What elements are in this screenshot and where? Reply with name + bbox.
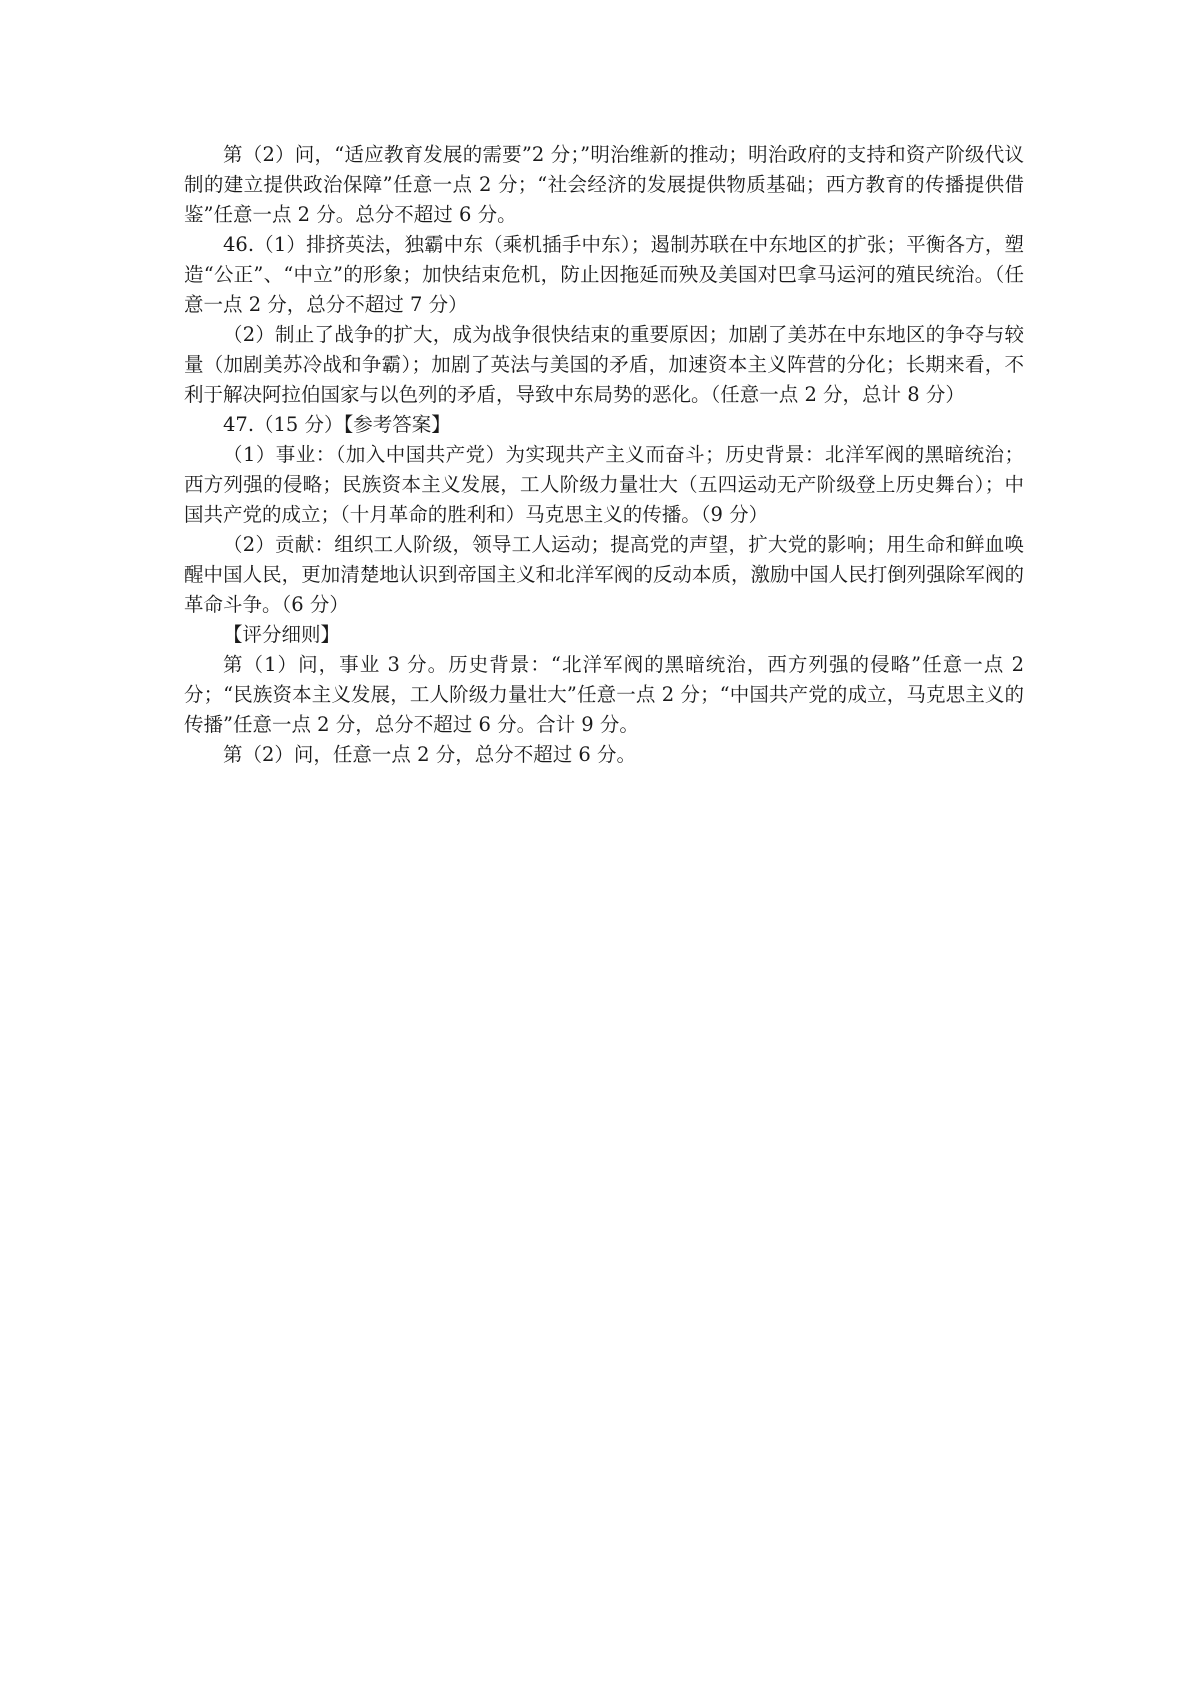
q45-part2-scoring-paragraph: 第（2）问，“适应教育发展的需要”2 分；”明治维新的推动；明治政府的支持和资产阶级代议制的建立提供政治保障”任意一点 2 分；“社会经济的发展提供物质基础；西方教育的传播提供借鉴”任意一点 2 分。总分不超过 6 分。 bbox=[184, 143, 1024, 226]
q47-part2-scoring-paragraph: 第（2）问，任意一点 2 分，总分不超过 6 分。 bbox=[223, 743, 637, 766]
answer-text-body bbox=[184, 140, 1024, 770]
q46-part1-answer-paragraph: 46.（1）排挤英法，独霸中东（乘机插手中东）；遏制苏联在中东地区的扩张；平衡各方，塑造“公正”、“中立”的形象；加快结束危机，防止因拖延而殃及美国对巴拿马运河的殖民统治。（任意一点 2 分，总分不超过 7 分） bbox=[184, 233, 1024, 316]
q47-part2-answer-paragraph: （2）贡献：组织工人阶级，领导工人运动；提高党的声望，扩大党的影响；用生命和鲜血唤醒中国人民，更加清楚地认识到帝国主义和北洋军阀的反动本质，激励中国人民打倒列强除军阀的革命斗争。（6 分） bbox=[184, 533, 1024, 616]
q47-part1-answer-paragraph: （1）事业：（加入中国共产党）为实现共产主义而奋斗；历史背景：北洋军阀的黑暗统治；西方列强的侵略；民族资本主义发展，工人阶级力量壮大（五四运动无产阶级登上历史舞台）；中国共产党的成立；（十月革命的胜利和）马克思主义的传播。（9 分） bbox=[184, 443, 1024, 526]
q47-heading: 47.（15 分）【参考答案】 bbox=[223, 413, 451, 436]
q46-part2-answer-paragraph: （2）制止了战争的扩大，成为战争很快结束的重要原因；加剧了美苏在中东地区的争夺与较量（加剧美苏冷战和争霸）；加剧了英法与美国的矛盾，加速资本主义阵营的分化；长期来看，不利于解决阿拉伯国家与以色列的矛盾，导致中东局势的恶化。（任意一点 2 分，总计 8 分） bbox=[184, 323, 1024, 406]
scoring-rules-heading: 【评分细则】 bbox=[223, 623, 341, 646]
q47-part1-scoring-paragraph: 第（1）问，事业 3 分。历史背景：“北洋军阀的黑暗统治，西方列强的侵略”任意一点 2 分；“民族资本主义发展，工人阶级力量壮大”任意一点 2 分；“中国共产党的成立，马克思主义的传播”任意一点 2 分，总分不超过 6 分。合计 9 分。 bbox=[184, 653, 1024, 736]
